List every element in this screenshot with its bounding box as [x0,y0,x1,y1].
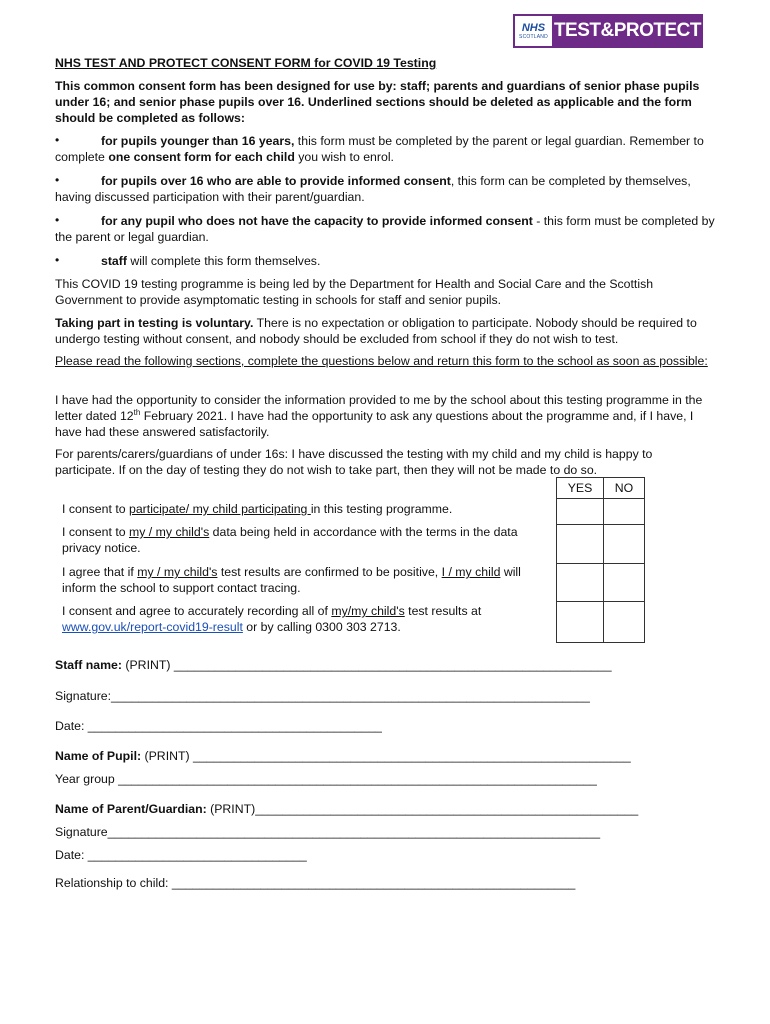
consent-2-yes-checkbox[interactable] [556,524,604,564]
scotland-logo-text: SCOTLAND [519,33,548,40]
consent-3-no-checkbox[interactable] [603,563,645,602]
staff-name-field[interactable]: Staff name: (PRINT) ________________________________________________________________ [55,658,612,672]
pupil-name-field[interactable]: Name of Pupil: (PRINT) ________________________________________________________________ [55,749,631,763]
parents-paragraph: For parents/carers/guardians of under 16s: I have discussed the testing with my child and my child is happy to participate. If on the day of testing they do not wish to take part, then they will not be made to do so. [55,447,653,477]
consent-1-no-checkbox[interactable] [603,498,645,525]
bullet-icon: • [55,253,60,267]
bullet-icon: • [55,133,60,147]
nhs-logo-text: NHS [521,21,546,34]
parent-name-field[interactable]: Name of Parent/Guardian: (PRINT)________________________________________________________ [55,802,639,816]
programme-led-paragraph: This COVID 19 testing programme is being led by the Department for Health and Social Care and the Scottish Government to provide asymptomatic testing in schools for staff and senior pupils. [55,277,654,307]
relationship-to-child-field[interactable]: Relationship to child: ___________________________________________________________ [55,876,576,890]
bullet-under-16: for pupils younger than 16 years, this form must be completed by the parent or legal guardian. Remember to complete one consent form for each child you wish to enrol. [55,134,704,164]
test-and-protect-logo [513,14,703,48]
consent-contact-tracing-statement: I agree that if my / my child's test results are confirmed to be positive, I / my child will inform the school to support contact tracing. [62,565,521,595]
consent-4-yes-checkbox[interactable] [556,601,604,643]
opportunity-paragraph: I have had the opportunity to consider the information provided to me by the school about this testing programme in the letter dated 12th February 2021. I have had the opportunity to ask any questions about the programme and, if I have, I have had these answered satisfactorily. [55,393,703,439]
consent-3-yes-checkbox[interactable] [556,563,604,602]
test-protect-logo-text: TEST&PROTECT [554,16,701,46]
consent-participate-statement: I consent to participate/ my child participating in this testing programme. [62,502,453,516]
consent-recording-statement: I consent and agree to accurately recording all of my/my child's test results at www.gov.uk/report-covid19-result or by calling 0300 303 2713. [62,604,482,634]
bullet-over-16: for pupils over 16 who are able to provide informed consent, this form can be completed by themselves, having discussed participation with their parent/guardian. [55,174,691,204]
yes-column-header: YES [556,477,604,499]
no-column-header: NO [603,477,645,499]
parent-date-field[interactable]: Date: ________________________________ [55,848,307,862]
bullet-staff: staff will complete this form themselves. [101,254,321,268]
staff-signature-field[interactable]: Signature:______________________________________________________________________ [55,689,590,703]
intro-paragraph: This common consent form has been designed for use by: staff; parents and guardians of senior phase pupils under 16; and senior phase pupils over 16. Underlined sections should be deleted as applicable and the form should be completed as follows: [55,79,700,125]
consent-data-statement: I consent to my / my child's data being held in accordance with the terms in the data privacy notice. [62,525,518,555]
consent-4-no-checkbox[interactable] [603,601,645,643]
form-title: NHS TEST AND PROTECT CONSENT FORM for COVID 19 Testing [55,56,437,70]
staff-date-field[interactable]: Date: ___________________________________________ [55,719,382,733]
year-group-field[interactable]: Year group ______________________________________________________________________ [55,772,597,786]
parent-signature-field[interactable]: Signature________________________________________________________________________ [55,825,601,839]
voluntary-paragraph: Taking part in testing is voluntary. There is no expectation or obligation to participate. Nobody should be required to undergo testing without consent, and nobody should be excluded from school if they do not wish to test. [55,316,697,346]
bullet-icon: • [55,213,60,227]
report-covid19-result-link[interactable]: www.gov.uk/report-covid19-result [62,620,243,634]
bullet-no-capacity: for any pupil who does not have the capacity to provide informed consent - this form must be completed by the parent or legal guardian. [55,214,715,244]
nhs-scotland-logo [515,16,554,46]
bullet-icon: • [55,173,60,187]
consent-1-yes-checkbox[interactable] [556,498,604,525]
please-read-instruction: Please read the following sections, complete the questions below and return this form to the school as soon as possible: [55,354,708,368]
consent-2-no-checkbox[interactable] [603,524,645,564]
